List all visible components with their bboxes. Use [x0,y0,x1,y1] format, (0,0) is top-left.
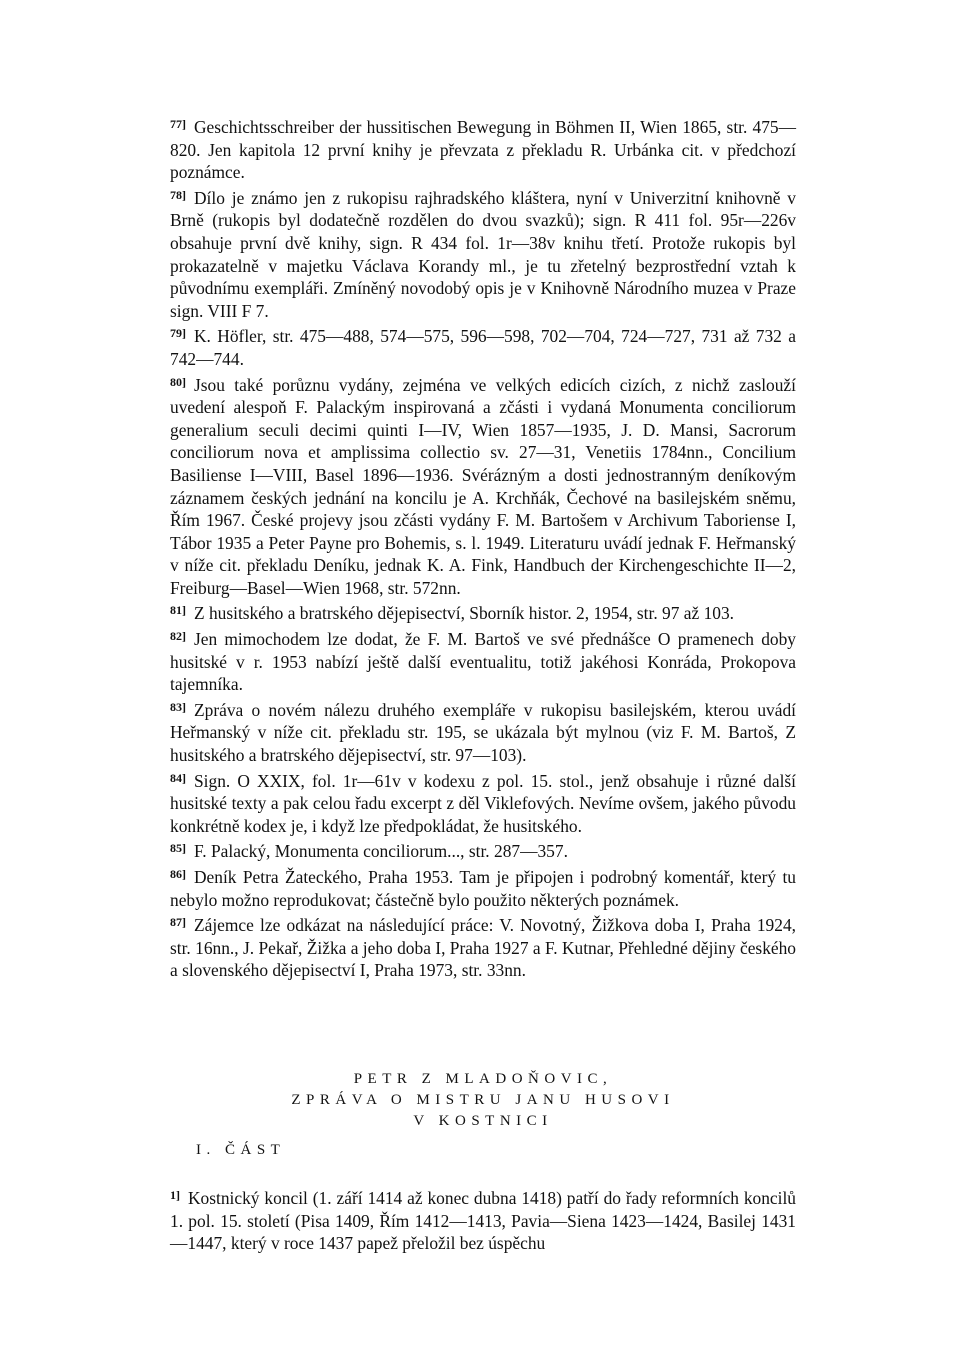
footnote-85 [170,837,796,863]
heading-place: V KOSTNICI [413,1113,553,1129]
footnote-marker: 87] [170,915,186,930]
footnote-marker: 86] [170,867,186,881]
footnote-84 [170,767,796,838]
footnote-text: F. Palacký, Monumenta conciliorum..., str. 287—357. [194,841,568,862]
footnote-1 [170,1184,796,1255]
footnote-marker: 82] [170,629,186,644]
footnote-marker: 83] [170,699,186,714]
footnote-79 [170,322,796,370]
footnotes [170,113,796,982]
footnote-marker: 80] [170,374,186,389]
footnote-78 [170,184,796,323]
heading-title: ZPRÁVA O MISTRU JANU HUSOVI [291,1092,675,1108]
footnote-text: Z husitského a bratrského dějepisectví, Sborník histor. 2, 1954, str. 97 až 103. [194,603,735,624]
footnote-77 [170,113,796,184]
footnote-marker: 1] [170,1188,180,1202]
footnote-text: Dílo je známo jen z rukopisu rajhradského kláštera, nyní v Univerzitní knihovně v Brně (rukopis byl dodatečně rozdělen do dvou svazků); sign. R 411 fol. 95r—226v obsahuje první dvě knihy, sign. R 434 fol. 1r—38v knihu třetí. Protože rukopis byl prokazatelně v majetku Václava Korandy ml., je tu zřetelný bezprostřední vztah k původnímu exempláři. Zmíněný novodobý opis je v Knihovně Národního muzea v Praze sign. VIII F 7. [170,187,796,321]
footnote-text: K. Höfler, str. 475—488, 574—575, 596—598, 702—704, 724—727, 731 až 732 a 742—744. [170,326,796,369]
footnote-marker: 85] [170,841,186,856]
footnote-86 [170,863,796,911]
footnote-marker: 84] [170,770,186,785]
footnote-82 [170,625,796,696]
footnote-text: Jsou také porůznu vydány, zejména ve velkých edicích cizích, z nichž zaslouží uvedení alespoň F. Palackým inspirovaná a zčásti i vydaná Monumenta conciliorum generalium seculi decimi quinti I—IV, Wien 1857—1935, J. D. Mansi, Sacrorum conciliorum nova et amplissima collectio sv. 27—31, Venetiis 1784nn., Concilium Basiliense I—VIII, Basel 1896—1936. Svérázným a dosti jednostranným deníkovým záznamem českých jednání na koncilu je A. Krchňák, Čechové na basilejském sněmu, Řím 1967. České projevy jsou zčásti vydány F. M. Bartošem v Archivum Taboriense I, Tábor 1935 a Peter Payne pro Bohemis, s. l. 1949. Literaturu uvádí jednak F. Heřmanský v níže cit. překladu Deníku, jednak K. A. Fink, Handbuch der Kirchengeschichte II—2, Freiburg—Basel—Wien 1968, str. 572nn. [170,374,796,598]
footnote-83 [170,696,796,767]
footnote-80 [170,371,796,600]
footnote-text: Geschichtsschreiber der hussitischen Bewegung in Böhmen II, Wien 1865, str. 475—820. Jen kapitola 12 první knihy je převzata z překladu R. Urbánka cit. v předchozí poznámce. [170,117,796,183]
footnote-text: Deník Petra Žateckého, Praha 1953. Tam je připojen i podrobný komentář, který tu nebylo možno reprodukovat; částečně bylo použito některých poznámek. [170,867,796,910]
footnote-81 [170,599,796,625]
part-label: I. ČÁST [196,1142,286,1158]
footnote-text: Zájemce lze odkázat na následující práce: V. Novotný, Žižkova doba I, Praha 1924, str. 16nn., J. Pekař, Žižka a jeho doba I, Praha 1927 a F. Kutnar, Přehledné dějiny českého a slovenského dějepisectví I, Praha 1973, str. 33nn. [170,915,796,981]
footnote-marker: 79] [170,326,186,341]
footnote-text: Sign. O XXIX, fol. 1r—61v v kodexu z pol. 15. stol., jenž obsahuje i různé další husitské texty a pak celou řadu excerpt z děl Viklefových. Nevíme ovšem, jakého původu konkrétně kodex je, i když lze předpokládat, že husitského. [170,770,796,836]
section-heading [170,1069,796,1132]
footnote-marker: 77] [170,117,186,131]
footnote-marker: 78] [170,187,186,202]
footnote-marker: 81] [170,603,186,618]
heading-author: PETR Z MLADOŇOVIC, [353,1071,613,1087]
footnote-text: Kostnický koncil (1. září 1414 až konec dubna 1418) patří do řady reformních koncilů 1. pol. 15. století (Pisa 1409, Řím 1412—1413, Pavia—Siena 1423—1424, Basilej 1431—1447, který v roce 1437 papež přeložil bez úspěchu [170,1188,796,1254]
footnote-87 [170,911,796,982]
footnote-text: Zpráva o novém nálezu druhého exempláře v rukopisu basilejském, kterou uvádí Heřmanský v níže cit. překladu str. 195, se ukázala být mylnou (viz F. M. Bartoš, Z husitského a bratrského dějepisectví, str. 97—103). [170,699,796,766]
footnote-text: Jen mimochodem lze dodat, že F. M. Bartoš ve své přednášce O pramenech doby husitské v r. 1953 nabízí ještě další eventualitu, totiž jakéhosi Konráda, Prokopova tajemníka. [170,629,796,695]
